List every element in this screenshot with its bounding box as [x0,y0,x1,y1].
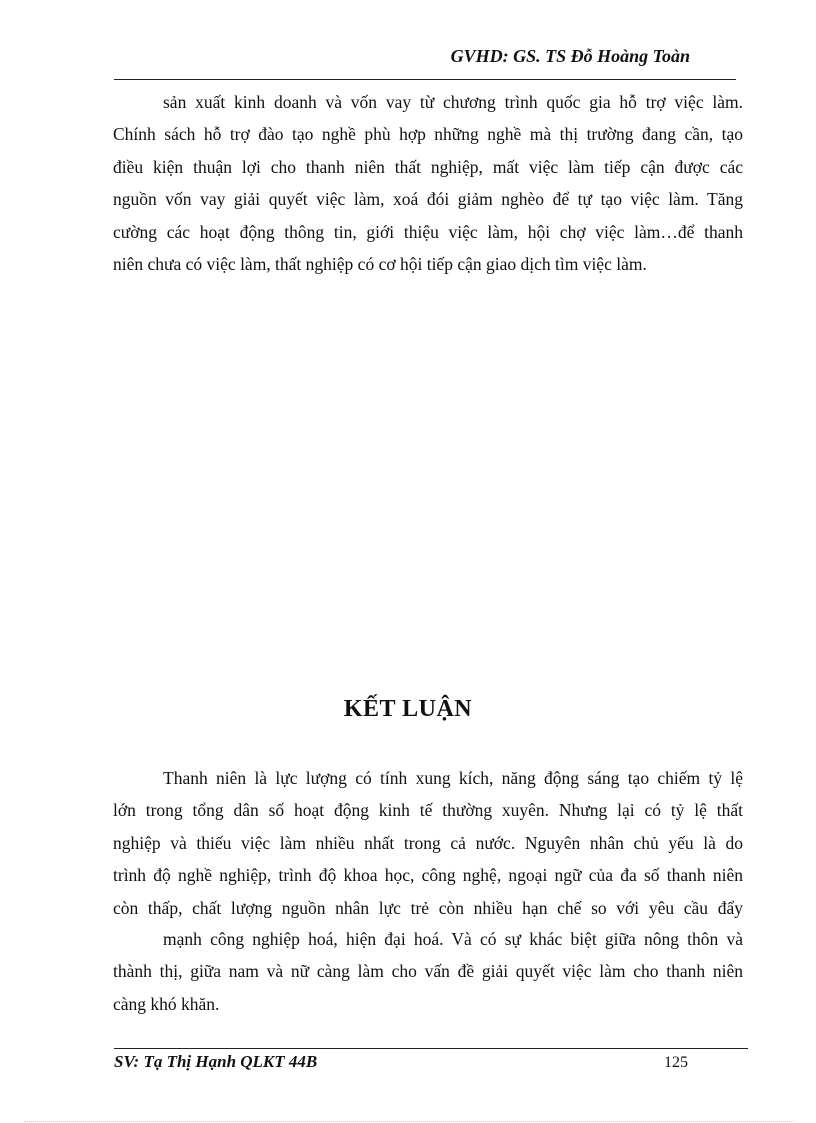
paragraph-line: lớn trong tổng dân số hoạt động kinh tế thường xuyên. Nhưng lại có tỷ lệ thất [113,800,743,821]
paragraph-line: điều kiện thuận lợi cho thanh niên thất nghiệp, mất việc làm tiếp cận được các [113,156,743,177]
footer-student: SV: Tạ Thị Hạnh QLKT 44B [114,1052,318,1071]
section-title: KẾT LUẬN [343,696,473,722]
paragraph-line: thành thị, giữa nam và nữ càng làm cho vấn đề giải quyết việc làm cho thanh niên [113,961,743,982]
paragraph-line: mạnh công nghiệp hoá, hiện đại hoá. Và có sự khác biệt giữa nông thôn và [163,929,743,949]
paragraph-line: Thanh niên là lực lượng có tính xung kích, năng động sáng tạo chiếm tỷ lệ [163,768,743,788]
paragraph-line: sản xuất kinh doanh và vốn vay từ chương trình quốc gia hỗ trợ việc làm. [163,92,743,112]
paragraph-line: cường các hoạt động thông tin, giới thiệu việc làm, hội chợ việc làm…để thanh [113,221,743,242]
paragraph-line: Chính sách hỗ trợ đào tạo nghề phù hợp những nghề mà thị trường đang cần, tạo [113,124,743,145]
footer-divider [114,1048,748,1049]
paragraph-line: càng khó khăn. [113,993,220,1014]
paragraph-line: còn thấp, chất lượng nguồn nhân lực trẻ còn nhiều hạn chế so với yêu cầu đẩy [113,897,743,918]
paragraph-1 [113,86,743,280]
paragraph-line: niên chưa có việc làm, thất nghiệp có cơ hội tiếp cận giao dịch tìm việc làm. [113,254,647,275]
page-number: 125 [664,1054,688,1071]
paragraph-3 [113,923,743,1020]
paragraph-line: nghiệp và thiếu việc làm nhiều nhất trong cả nước. Nguyên nhân chủ yếu là do [113,832,743,853]
page-header-supervisor: GVHD: GS. TS Đỗ Hoàng Toàn [450,46,690,66]
paragraph-line: nguồn vốn vay giải quyết việc làm, xoá đói giảm nghèo để tự tạo việc làm. Tăng [113,189,743,210]
header-divider [114,79,736,80]
page-edge [24,1121,794,1122]
paragraph-line: trình độ nghề nghiệp, trình độ khoa học, công nghệ, ngoại ngữ của đa số thanh niên [113,865,743,886]
paragraph-2 [113,762,743,924]
